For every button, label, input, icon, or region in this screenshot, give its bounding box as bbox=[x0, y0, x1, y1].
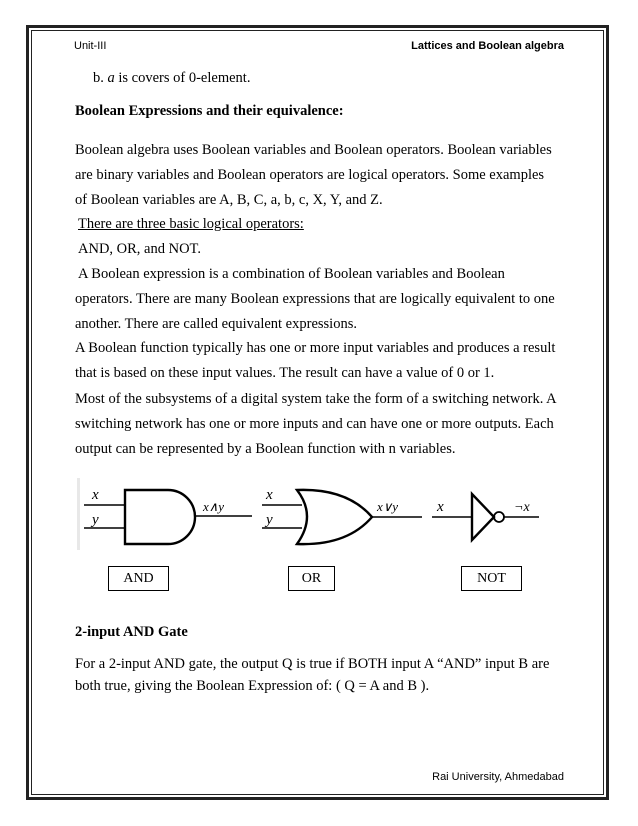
or-input-y: y bbox=[266, 512, 273, 528]
label-or: OR bbox=[288, 566, 335, 591]
item-b-var: a bbox=[107, 70, 115, 86]
p3-line2: that is based on these input values. The result can have a value of 0 or 1. bbox=[75, 365, 495, 381]
label-not: NOT bbox=[461, 566, 522, 591]
p1-line3: of Boolean variables are A, B, C, a, b, c, X, Y, and Z. bbox=[75, 192, 383, 208]
p3-line1: A Boolean function typically has one or more input variables and produces a result bbox=[75, 340, 556, 356]
header-subject: Lattices and Boolean algebra bbox=[411, 40, 564, 52]
footer-university: Rai University, Ahmedabad bbox=[432, 771, 564, 783]
item-b-prefix: b. bbox=[93, 70, 104, 86]
operators-intro: There are three basic logical operators: bbox=[78, 216, 304, 232]
p4-line3: output can be represented by a Boolean function with n variables. bbox=[75, 441, 456, 457]
p2-line3: another. There are called equivalent expressions. bbox=[75, 316, 357, 332]
and-input-y: y bbox=[92, 512, 99, 528]
p2-line1: A Boolean expression is a combination of Boolean variables and Boolean bbox=[78, 266, 505, 282]
header-unit: Unit-III bbox=[74, 40, 107, 52]
or-output: x∨y bbox=[377, 499, 399, 514]
p2-line2: operators. There are many Boolean expressions that are logically equivalent to one bbox=[75, 291, 555, 307]
p4-line2: switching network has one or more inputs and can have one or more outputs. Each bbox=[75, 416, 554, 432]
p1-line1: Boolean algebra uses Boolean variables and Boolean operators. Boolean variables bbox=[75, 142, 552, 158]
and-output: x∧y bbox=[203, 499, 225, 514]
heading-and-gate: 2-input AND Gate bbox=[75, 624, 188, 640]
not-input-x: x bbox=[437, 499, 444, 515]
label-and: AND bbox=[108, 566, 169, 591]
p4-line1: Most of the subsystems of a digital system take the form of a switching network. A bbox=[75, 391, 557, 407]
and-gate bbox=[84, 487, 252, 544]
or-input-x: x bbox=[266, 487, 273, 503]
p1-line2: are binary variables and Boolean operators are logical operators. Some examples bbox=[75, 167, 545, 183]
not-gate bbox=[432, 494, 539, 540]
item-b-rest: is covers of 0-element. bbox=[118, 70, 251, 86]
or-gate bbox=[262, 487, 422, 544]
p5-line1: For a 2-input AND gate, the output Q is true if BOTH input A “AND” input B are bbox=[75, 656, 550, 672]
not-output: ¬x bbox=[514, 500, 530, 515]
and-input-x: x bbox=[92, 487, 99, 503]
operators-list: AND, OR, and NOT. bbox=[78, 241, 201, 257]
heading-boolean-expressions: Boolean Expressions and their equivalence: bbox=[75, 103, 344, 119]
p5-line2: both true, giving the Boolean Expression of: ( Q = A and B ). bbox=[75, 678, 430, 694]
